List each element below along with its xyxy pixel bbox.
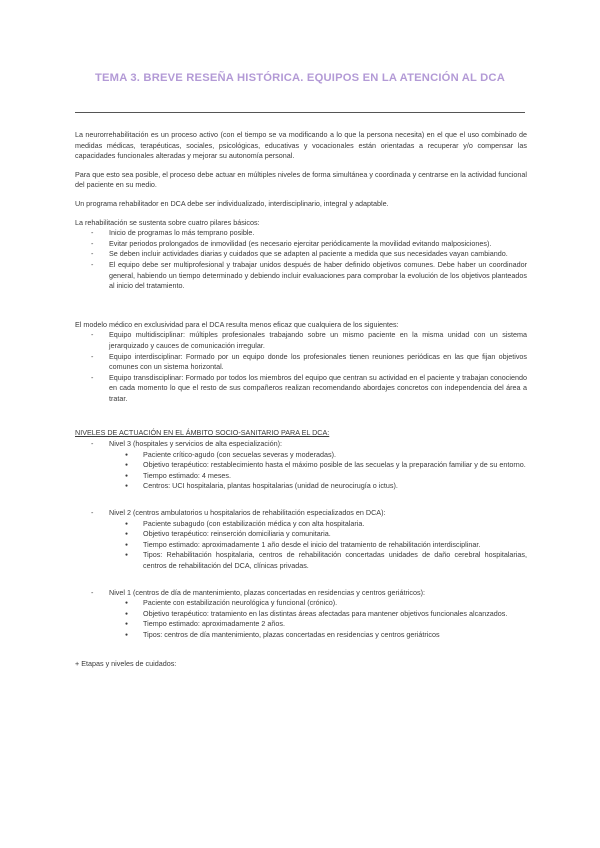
list-item: ● Tipos: Rehabilitación hospitalaria, centros de rehabilitación concertadas unidades de daño cerebral hospitalarias, centros de rehabilitación del DCA, clínicas privadas.: [109, 550, 527, 571]
list-item: - El equipo debe ser multiprofesional y trabajar unidos después de haber definido objetivos comunes. Debe haber un coordinador general, habiendo un tiempo determinado y debiendo incluir evaluaciones para comprobar la evolución de los objetivos planteados al inicio del tratamiento.: [75, 260, 527, 292]
level-details: [109, 519, 527, 572]
level-item: [75, 588, 527, 641]
list-item: ● Paciente crítico-agudo (con secuelas severas y moderadas).: [109, 450, 527, 461]
levels-heading: NIVELES DE ACTUACIÓN EN EL ÁMBITO SOCIO-SANITARIO PARA EL DCA:: [75, 428, 330, 438]
level-label: Nivel 1 (centros de día de mantenimiento, plazas concertadas en residencias y centros geriátricos):: [109, 587, 426, 597]
list-item: ● Paciente subagudo (con estabilización médica y con alta hospitalaria.: [109, 519, 527, 530]
paragraph-intro: La neurorrehabilitación es un proceso activo (con el tiempo se va modificando a lo que la persona necesita) en el que el uso combinado de medidas médicas, terapéuticas, sociales, psicológicas, educativas y vocacionales están orientadas a recuperar y/o compensar las capacidades funcionales alteradas y mejorar su autonomía personal.: [75, 130, 527, 161]
level-item: [75, 508, 527, 572]
list-item: ● Paciente con estabilización neurológica y funcional (crónico).: [109, 598, 527, 609]
list-item: - Equipo transdisciplinar: Formado por todos los miembros del equipo que centran su actividad en el paciente y trabajan conociendo en cada momento lo que el resto de sus compañeros realizan recomendando abordajes concretos con independencia del área a tratar.: [75, 373, 527, 405]
list-item: ● Objetivo terapéutico: reinserción domiciliaria y comunitaria.: [109, 529, 527, 540]
list-item: - Evitar periodos prolongados de inmovilidad (es necesario ejercitar periódicamente la movilidad evitando malposiciones).: [75, 239, 527, 250]
paragraph-model: El modelo médico en exclusividad para el DCA resulta menos eficaz que cualquiera de los siguientes:: [75, 319, 399, 329]
paragraph-pillars-intro: La rehabilitación se sustenta sobre cuatro pilares básicos:: [75, 217, 260, 227]
list-item: ● Tipos: centros de día mantenimiento, plazas concertadas en residencias y centros geriátricos: [109, 630, 527, 641]
list-item: ● Centros: UCI hospitalaria, plantas hospitalarias (unidad de neurocirugía o ictus).: [109, 481, 527, 492]
list-item: - Equipo interdisciplinar: Formado por un equipo donde los profesionales tienen reuniones periódicas en las que fijan objetivos comunes con un sistema horizontal.: [75, 352, 527, 373]
list-item: ● Tiempo estimado: 4 meses.: [109, 471, 527, 482]
level-label: Nivel 2 (centros ambulatorios u hospitalarios de rehabilitación especializados en DCA):: [109, 508, 386, 518]
document-body: [75, 130, 527, 677]
paragraph-program: Un programa rehabilitador en DCA debe ser individualizado, interdisciplinario, integral y adaptable.: [75, 198, 389, 208]
levels-list: [75, 439, 527, 641]
level-details: [109, 450, 527, 492]
teams-list: [75, 330, 527, 404]
list-item: ● Tiempo estimado: aproximadamente 2 años.: [109, 619, 527, 630]
list-item: - Equipo multidisciplinar: múltiples profesionales trabajando sobre un mismo paciente en la misma unidad con un sistema jerarquizado y cauces de comunicación irregular.: [75, 330, 527, 351]
pillars-list: [75, 228, 527, 292]
paragraph-process: Para que esto sea posible, el proceso debe actuar en múltiples niveles de forma simultánea y coordinada y centrarse en la actividad funcional del paciente en su medio.: [75, 169, 527, 190]
level-label: Nivel 3 (hospitales y servicios de alta especialización):: [109, 439, 282, 449]
stages-note: + Etapas y niveles de cuidados:: [75, 658, 177, 668]
list-item: - Se deben incluir actividades diarias y cuidados que se adapten al paciente a medida que sus necesidades vayan cambiando.: [75, 249, 527, 260]
list-item: ● Tiempo estimado: aproximadamente 1 año desde el inicio del tratamiento de rehabilitación interdisciplinar.: [109, 540, 527, 551]
list-item: ● Objetivo terapéutico: tratamiento en las distintas áreas afectadas para mantener objetivos funcionales alcanzados.: [109, 609, 527, 620]
page-title: TEMA 3. BREVE RESEÑA HISTÓRICA. EQUIPOS EN LA ATENCIÓN AL DCA: [94, 72, 505, 84]
list-item: ● Objetivo terapéutico: restablecimiento hasta el máximo posible de las secuelas y la preparación familiar y de su entorno.: [109, 460, 527, 471]
level-details: [109, 598, 527, 640]
title-divider: [75, 112, 525, 113]
level-item: [75, 439, 527, 492]
list-item: - Inicio de programas lo más temprano posible.: [75, 228, 527, 239]
